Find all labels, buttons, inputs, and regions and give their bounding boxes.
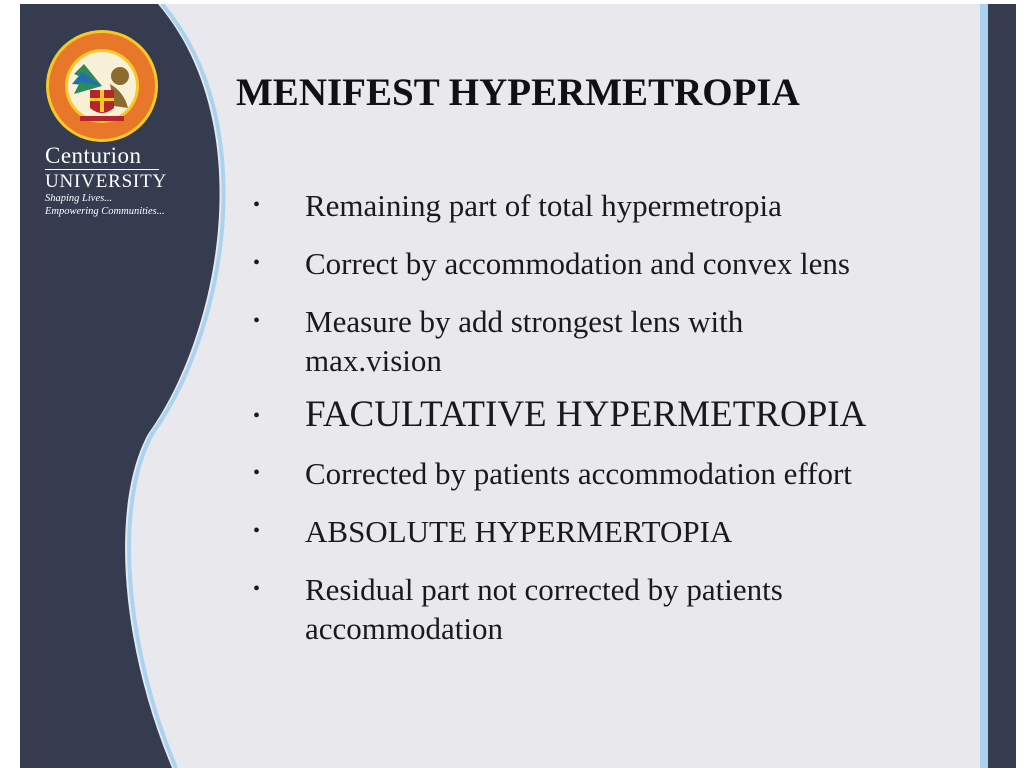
bullet-item [253,394,983,436]
university-seal-logo [44,28,160,144]
bullet-dot: • [253,578,261,600]
bullet-dot: • [253,462,261,484]
bullet-text: Remaining part of total hypermetropia [305,188,782,223]
bullet-text: Correct by accommodation and convex lens [305,246,850,281]
university-wordmark [45,144,167,218]
bullet-item [253,244,983,283]
brand-name: Centurion [45,143,142,168]
bullet-text: Measure by add strongest lens with max.vision [305,304,744,378]
bullet-item [253,302,865,380]
bullet-item [253,512,983,551]
bullet-dot: • [253,405,261,427]
bullet-dot: • [253,252,261,274]
bullet-item [253,186,983,225]
bullet-item [253,570,905,648]
right-dark-bar [988,4,1016,768]
bullet-text: Corrected by patients accommodation effort [305,456,852,491]
brand-tagline-1: Shaping Lives... [45,193,113,204]
bullet-dot: • [253,194,261,216]
bullet-text: ABSOLUTE HYPERMERTOPIA [305,514,733,549]
brand-university: UNIVERSITY [45,171,167,192]
bullet-dot: • [253,520,261,542]
bullet-dot: • [253,310,261,332]
bullet-item [253,454,983,493]
slide-title: MENIFEST HYPERMETROPIA [236,71,800,114]
brand-divider [45,169,159,170]
bullet-text: Residual part not corrected by patients accommodation [305,572,783,646]
slide [20,4,1016,768]
brand-tagline-2: Empowering Communities... [45,206,165,217]
bullet-list [253,186,983,648]
bullet-text: FACULTATIVE HYPERMETROPIA [305,394,867,435]
